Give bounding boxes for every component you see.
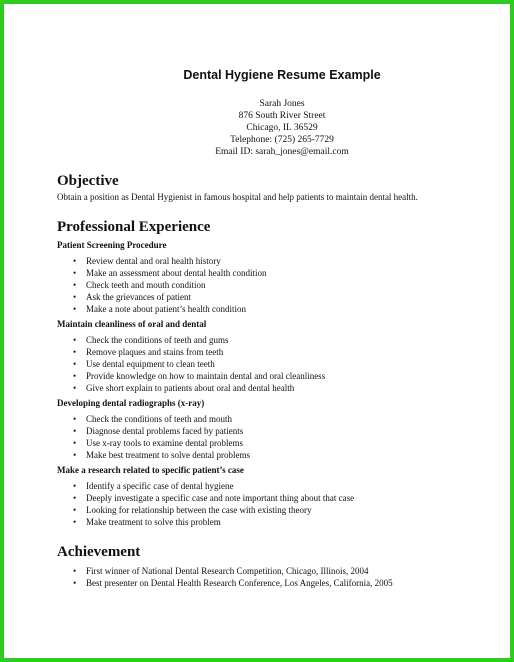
bullet-icon: • [73, 438, 77, 448]
list-item [73, 577, 487, 589]
objective-heading: Objective [57, 173, 119, 189]
list-item [73, 492, 487, 504]
list-item [73, 437, 487, 449]
list-item [73, 382, 487, 394]
list-item [73, 370, 487, 382]
list-item-text: Check the conditions of teeth and gums [86, 335, 229, 345]
list-item-text: Ask the grievances of patient [86, 292, 191, 302]
experience-group-title: Patient Screening Procedure [57, 240, 167, 250]
achievement-list [57, 565, 487, 589]
document-title: Dental Hygiene Resume Example [183, 68, 381, 82]
list-item [73, 425, 487, 437]
bullet-icon: • [73, 517, 77, 527]
experience-group-title: Developing dental radiographs (x-ray) [57, 398, 205, 408]
bullet-icon: • [73, 450, 77, 460]
bullet-icon: • [73, 493, 77, 503]
bullet-icon: • [73, 566, 77, 576]
resume-document [57, 64, 487, 592]
list-item-text: Diagnose dental problems faced by patients [86, 426, 244, 436]
bullet-icon: • [73, 292, 77, 302]
list-item [73, 267, 487, 279]
bullet-icon: • [73, 371, 77, 381]
list-item-text: Use dental equipment to clean teeth [86, 359, 215, 369]
list-item-text: Best presenter on Dental Health Research Conference, Los Angeles, California, 2005 [86, 578, 393, 588]
list-item-text: Give short explain to patients about oral and dental health [86, 383, 295, 393]
list-item-text: Check teeth and mouth condition [86, 280, 206, 290]
bullet-icon: • [73, 578, 77, 588]
bullet-icon: • [73, 414, 77, 424]
list-item [73, 449, 487, 461]
experience-group-title: Make a research related to specific patient’s case [57, 465, 244, 475]
bullet-icon: • [73, 268, 77, 278]
list-item [73, 279, 487, 291]
list-item-text: Make treatment to solve this problem [86, 517, 221, 527]
list-item-text: Use x-ray tools to examine dental problems [86, 438, 243, 448]
list-item-text: Remove plaques and stains from teeth [86, 347, 224, 357]
bullet-icon: • [73, 256, 77, 266]
bullet-icon: • [73, 359, 77, 369]
experience-list [57, 334, 487, 394]
contact-street: 876 South River Street [238, 111, 326, 121]
list-item-text: Review dental and oral health history [86, 256, 221, 266]
experience-list [57, 480, 487, 528]
list-item [73, 303, 487, 315]
objective-text: Obtain a position as Dental Hygienist in famous hospital and help patients to maintain dental health. [57, 192, 418, 202]
experience-group [57, 318, 487, 394]
list-item [73, 334, 487, 346]
experience-list [57, 413, 487, 461]
list-item [73, 480, 487, 492]
experience-group-title: Maintain cleanliness of oral and dental [57, 319, 207, 329]
contact-city: Chicago, IL 36529 [246, 123, 318, 133]
bullet-icon: • [73, 304, 77, 314]
list-item-text: Deeply investigate a specific case and note important thing about that case [86, 493, 355, 503]
experience-group [57, 464, 487, 528]
list-item [73, 516, 487, 528]
experience-heading: Professional Experience [57, 219, 211, 235]
list-item-text: Check the conditions of teeth and mouth [86, 414, 232, 424]
list-item-text: Looking for relationship between the case with existing theory [86, 505, 312, 515]
list-item-text: Make an assessment about dental health condition [86, 268, 267, 278]
contact-phone: Telephone: (725) 265-7729 [230, 135, 334, 145]
list-item-text: Provide knowledge on how to maintain dental and oral cleanliness [86, 371, 326, 381]
list-item [73, 504, 487, 516]
bullet-icon: • [73, 335, 77, 345]
list-item [73, 358, 487, 370]
list-item-text: Identify a specific case of dental hygiene [86, 481, 234, 491]
bullet-icon: • [73, 481, 77, 491]
experience-group [57, 397, 487, 461]
list-item [73, 413, 487, 425]
list-item-text: Make best treatment to solve dental problems [86, 450, 250, 460]
list-item [73, 291, 487, 303]
bullet-icon: • [73, 383, 77, 393]
list-item-text: First winner of National Dental Research Competition, Chicago, Illinois, 2004 [86, 566, 369, 576]
list-item-text: Make a note about patient’s health condition [86, 304, 246, 314]
experience-list [57, 255, 487, 315]
contact-name: Sarah Jones [259, 99, 305, 109]
list-item [73, 346, 487, 358]
achievement-heading: Achievement [57, 544, 141, 560]
list-item [73, 565, 487, 577]
bullet-icon: • [73, 280, 77, 290]
contact-email: Email ID: sarah_jones@email.com [215, 147, 349, 157]
experience-group [57, 239, 487, 315]
bullet-icon: • [73, 426, 77, 436]
bullet-icon: • [73, 505, 77, 515]
contact-block [57, 98, 487, 158]
list-item [73, 255, 487, 267]
bullet-icon: • [73, 347, 77, 357]
